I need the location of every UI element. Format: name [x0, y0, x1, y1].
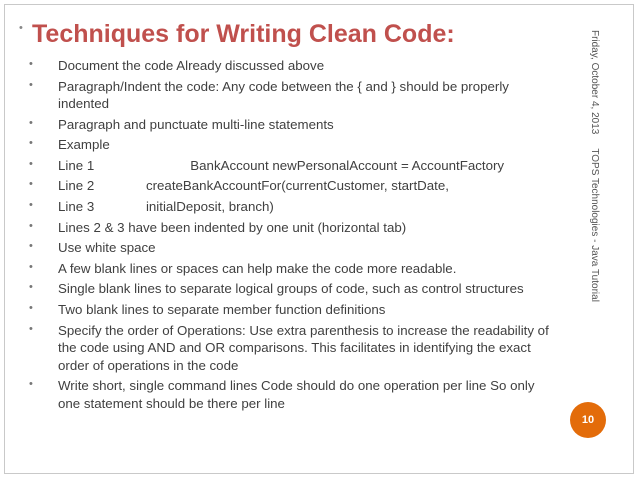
bullet-item — [29, 157, 558, 175]
page-number-badge — [570, 402, 606, 438]
bullet-text: A few blank lines or spaces can help make the code more readable. — [58, 260, 457, 276]
bullet-icon: • — [29, 281, 33, 294]
bullet-icon: • — [29, 240, 33, 253]
bullet-icon: • — [29, 260, 33, 273]
bullet-item — [29, 78, 558, 113]
bullet-text: Paragraph and punctuate multi-line statements — [58, 116, 334, 132]
bullet-item — [29, 301, 558, 319]
bullet-list — [29, 57, 558, 415]
bullet-item — [29, 377, 558, 412]
bullet-item — [29, 177, 558, 195]
bullet-item — [29, 136, 558, 154]
page-number: 10 — [581, 414, 595, 426]
bullet-icon: • — [29, 178, 33, 191]
bullet-icon: • — [29, 199, 33, 212]
bullet-icon: • — [29, 378, 33, 391]
bullet-text: Specify the order of Operations: Use extra parenthesis to increase the readability of the code using AND and OR comparisons. This facilitates in identifying the exact order of operations in the code — [58, 322, 549, 373]
bullet-item — [29, 260, 558, 278]
bullet-item — [29, 198, 558, 216]
bullet-text: Document the code Already discussed above — [58, 58, 325, 73]
bullet-text: Write short, single command lines Code should do one operation per line So only one statement should be there per line — [58, 378, 535, 411]
bullet-text: Line 3 initialDeposit, branch) — [58, 199, 274, 215]
bullet-text: Line 1 BankAccount newPersonalAccount = AccountFactory — [58, 157, 505, 173]
bullet-icon: • — [29, 219, 33, 232]
bullet-item — [29, 280, 558, 298]
bullet-text: Single blank lines to separate logical groups of code, such as control structures — [58, 281, 524, 297]
slide-title: Techniques for Writing Clean Code: — [32, 20, 455, 48]
bullet-text: Line 2 createBankAccountFor(currentCustomer, startDate, — [58, 178, 449, 194]
bullet-icon: • — [29, 322, 33, 335]
bullet-icon: • — [29, 78, 33, 91]
title-row — [19, 20, 455, 49]
title-bullet-icon: • — [19, 22, 23, 34]
bullet-text: Paragraph/Indent the code: Any code between the { and } should be properly indented — [58, 78, 509, 112]
bullet-item — [29, 219, 558, 237]
bullet-item — [29, 239, 558, 257]
bullet-icon: • — [29, 302, 33, 315]
bullet-icon: • — [29, 116, 33, 129]
bullet-item — [29, 322, 558, 375]
bullet-text: Example — [58, 137, 110, 153]
bullet-text: Use white space — [58, 240, 156, 256]
bullet-text: Lines 2 & 3 have been indented by one unit (horizontal tab) — [58, 219, 407, 235]
bullet-icon: • — [29, 58, 33, 70]
side-footer — [584, 30, 604, 340]
bullet-item — [29, 116, 558, 134]
bullet-item — [29, 57, 558, 75]
bullet-icon: • — [29, 157, 33, 170]
slide-date: Friday, October 4, 2013 — [589, 30, 600, 135]
bullet-icon: • — [29, 137, 33, 150]
footer-text: TOPS Technologies - Java Tutorial — [589, 148, 600, 302]
bullet-text: Two blank lines to separate member function definitions — [58, 302, 386, 318]
